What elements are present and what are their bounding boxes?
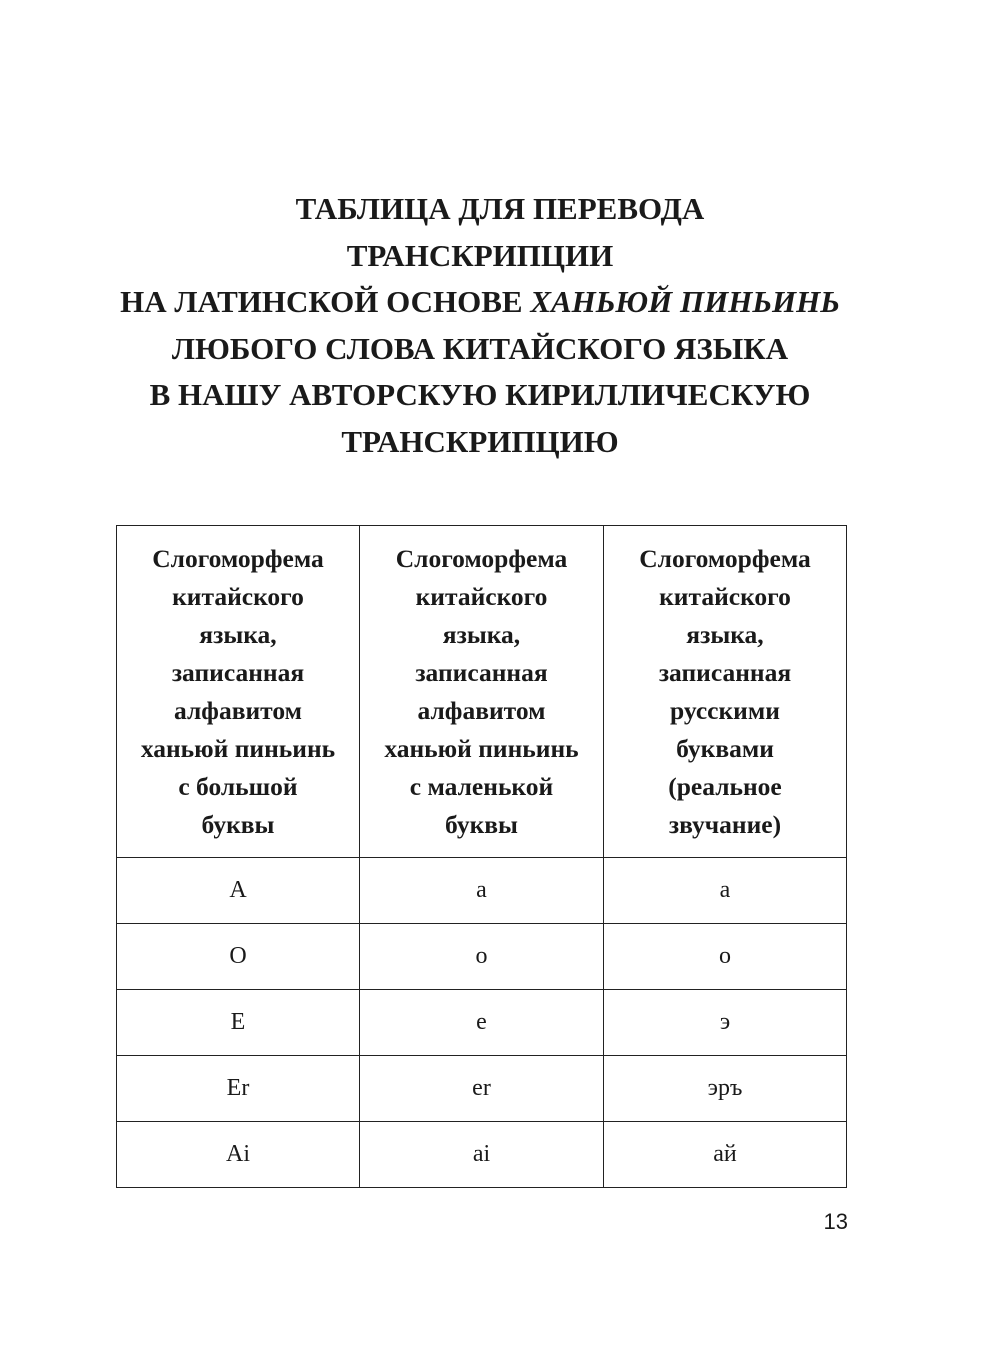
header-line: ханьюй пиньинь: [140, 733, 336, 763]
table-cell: Er: [117, 1056, 360, 1122]
header-line: Слогоморфема: [395, 543, 568, 573]
table-cell: а: [604, 858, 847, 924]
header-line: Слогоморфема: [639, 543, 811, 573]
header-line: буквами: [676, 733, 774, 763]
header-line: русскими: [670, 695, 780, 725]
header-line: китайского: [415, 581, 548, 611]
table-cell: o: [360, 924, 604, 990]
title-line-4: ЛЮБОГО СЛОВА КИТАЙСКОГО ЯЗЫКА: [171, 330, 789, 366]
title-line-3-italic: ХАНЬЮЙ ПИНЬИНЬ: [530, 284, 840, 319]
header-line: языка,: [686, 619, 764, 649]
table-cell: ai: [360, 1122, 604, 1188]
table-cell: a: [360, 858, 604, 924]
header-line: китайского: [172, 581, 304, 611]
table-cell: о: [604, 924, 847, 990]
header-line: алфавитом: [174, 695, 302, 725]
title-line-1: ТАБЛИЦА ДЛЯ ПЕРЕВОДА: [295, 191, 705, 226]
table-row: [117, 1122, 847, 1188]
table-cell: Ai: [117, 1122, 360, 1188]
title-line-6: ТРАНСКРИПЦИЮ: [341, 423, 619, 459]
header-line: с большой: [178, 771, 298, 801]
table-cell: er: [360, 1056, 604, 1122]
header-cell-pinyin-capital: [117, 526, 360, 858]
header-line: звучание): [668, 809, 782, 839]
table-header-row: [117, 526, 847, 858]
table-cell: e: [360, 990, 604, 1056]
table-row: [117, 924, 847, 990]
table-row: [117, 858, 847, 924]
header-line: Слогоморфема: [152, 543, 324, 573]
table-cell: ай: [604, 1122, 847, 1188]
header-line: буквы: [445, 809, 518, 839]
header-line: (реальное: [668, 771, 782, 801]
table-row: [117, 1056, 847, 1122]
header-line: записанная: [415, 657, 548, 687]
page-number: 13: [823, 1209, 848, 1234]
table-cell: эръ: [604, 1056, 847, 1122]
title-line-2: ТРАНСКРИПЦИИ: [346, 237, 614, 273]
title-line-3: [0, 279, 960, 326]
header-line: ханьюй пиньинь: [384, 733, 579, 763]
header-line: записанная: [171, 657, 305, 687]
header-cell-russian: [604, 526, 847, 858]
table-cell: э: [604, 990, 847, 1056]
page-title: [0, 186, 960, 465]
table-row: [117, 990, 847, 1056]
title-line-5: В НАШУ АВТОРСКУЮ КИРИЛЛИЧЕСКУЮ: [149, 377, 811, 412]
header-line: языка,: [199, 619, 277, 649]
header-line: алфавитом: [417, 695, 546, 725]
header-line: языка,: [442, 619, 521, 649]
table-cell: E: [117, 990, 360, 1056]
header-line: китайского: [659, 581, 791, 611]
header-line: записанная: [658, 657, 792, 687]
table-cell: O: [117, 924, 360, 990]
header-line: буквы: [201, 809, 275, 839]
transcription-table: [116, 525, 847, 1188]
title-line-3-prefix: НА ЛАТИНСКОЙ ОСНОВЕ: [120, 284, 531, 319]
header-line: с маленькой: [409, 771, 554, 801]
header-cell-pinyin-lowercase: [360, 526, 604, 858]
table-cell: A: [117, 858, 360, 924]
